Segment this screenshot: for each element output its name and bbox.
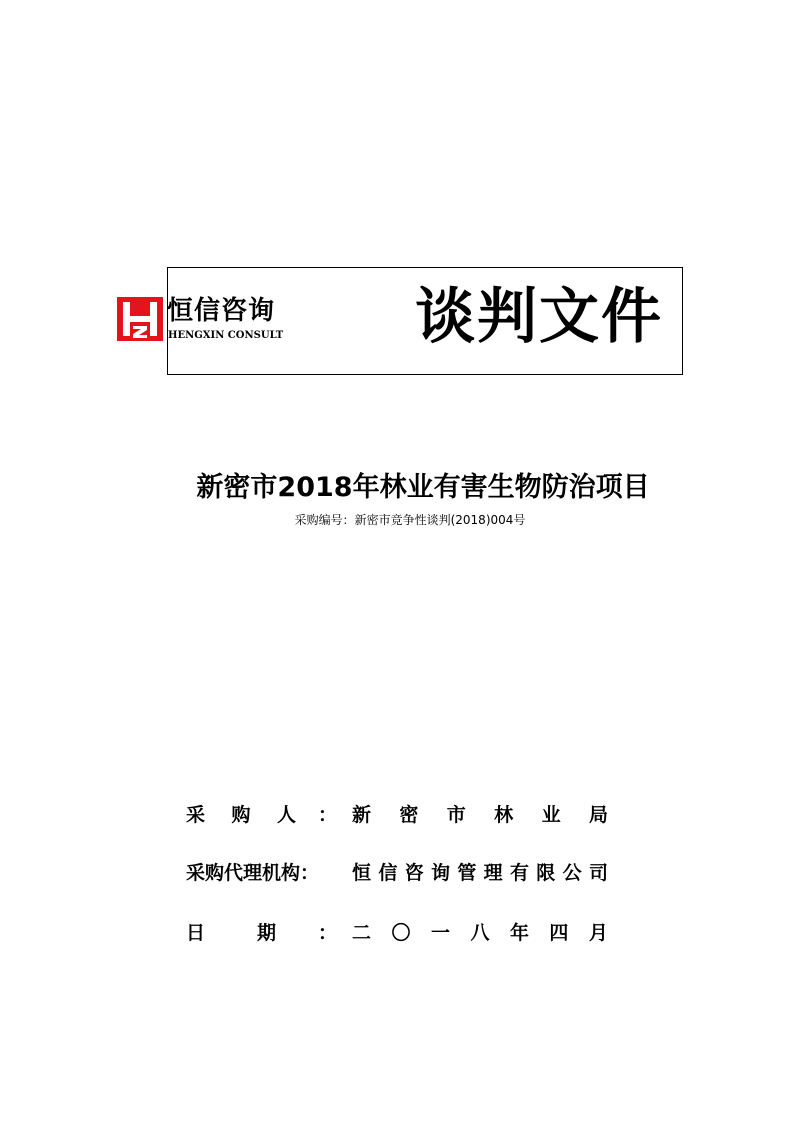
date-label-char: 期	[256, 922, 276, 944]
date-label	[186, 918, 276, 948]
agency-value-char: 咨	[404, 862, 424, 884]
date-value-char: 月	[588, 922, 608, 944]
date-value-char: 二	[352, 922, 372, 944]
purchaser-colon: ：	[318, 804, 338, 826]
logo-english-name: HENGXIN CONSULT	[168, 330, 284, 341]
logo-name: 恒信咨询	[167, 296, 276, 326]
agency-label: 采购代理机构：	[186, 862, 320, 884]
agency-value-char: 有	[509, 862, 529, 884]
agency-value-char: 公	[562, 862, 582, 884]
purchaser-value-char: 市	[446, 804, 466, 826]
procurement-number: 采购编号：新密市竞争性谈判(2018)004号	[294, 513, 526, 527]
date-value-char: 八	[470, 922, 490, 944]
agency-value	[352, 858, 608, 888]
hengxin-logo-icon	[117, 297, 163, 341]
date-label-char: 日	[186, 922, 206, 944]
agency-value-char: 询	[430, 862, 450, 884]
purchaser-value-char: 新	[352, 804, 372, 826]
agency-value-char: 信	[378, 862, 398, 884]
agency-value-char: 理	[483, 862, 503, 884]
date-value-char: 四	[549, 922, 569, 944]
agency-value-char: 管	[457, 862, 477, 884]
purchaser-label	[186, 800, 296, 830]
date-colon: ：	[318, 922, 338, 944]
purchaser-value-char: 林	[494, 804, 514, 826]
date-value-char: 一	[430, 922, 450, 944]
purchaser-label-char: 购	[231, 804, 251, 826]
purchaser-value-char: 局	[588, 804, 608, 826]
purchaser-value	[352, 800, 608, 830]
project-title: 新密市2018年林业有害生物防治项目	[196, 472, 650, 503]
date-value-char: 年	[509, 922, 529, 944]
purchaser-value-char: 密	[399, 804, 419, 826]
purchaser-label-char: 采	[186, 804, 206, 826]
agency-value-char: 限	[536, 862, 556, 884]
purchaser-label-char: 人	[276, 804, 296, 826]
purchaser-value-char: 业	[541, 804, 561, 826]
date-value-char: 〇	[391, 922, 411, 944]
date-value	[352, 918, 608, 948]
agency-value-char: 司	[588, 862, 608, 884]
agency-value-char: 恒	[352, 862, 372, 884]
document-type-title: 谈判文件	[415, 282, 663, 352]
